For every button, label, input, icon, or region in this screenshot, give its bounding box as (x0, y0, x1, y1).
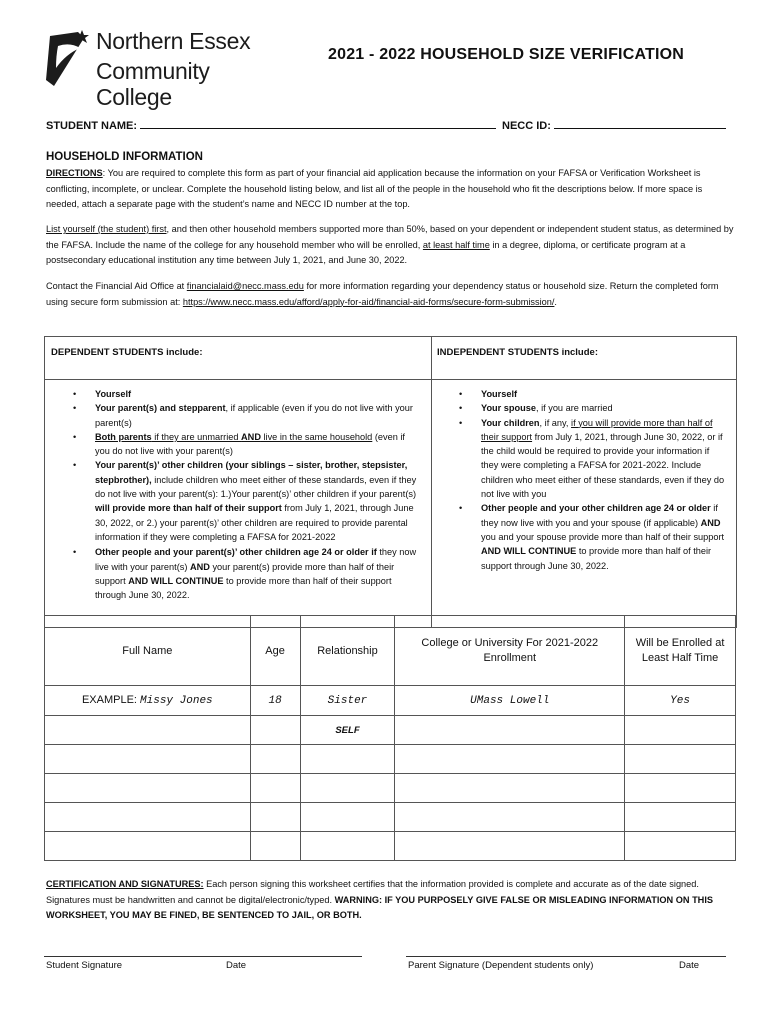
half-time-cell[interactable] (625, 745, 736, 774)
example-name-cell (45, 686, 251, 716)
age-cell[interactable] (250, 716, 300, 745)
list-text-a: , and then other household members supported more than 50%, based on your dependent or independent student status, as determined by the FAFSA. Include the name of the college for any household member who will be enrolled, (46, 224, 734, 250)
half-time-cell[interactable] (625, 716, 736, 745)
student-name-field[interactable] (140, 117, 496, 129)
age-cell[interactable] (250, 745, 300, 774)
age-cell[interactable] (250, 803, 300, 832)
table-header-row (45, 616, 736, 686)
example-relationship-cell: Sister (300, 686, 395, 716)
student-signature-line[interactable] (44, 956, 362, 957)
name-cell[interactable] (45, 774, 251, 803)
submission-url-link[interactable]: https://www.necc.mass.edu/afford/apply-for-aid/financial-aid-forms/secure-form-submission/ (182, 296, 555, 307)
college-name-line1: Northern Essex (96, 28, 251, 54)
example-age-cell: 18 (250, 686, 300, 716)
example-college-cell: UMass Lowell (395, 686, 625, 716)
name-cell[interactable] (45, 803, 251, 832)
contact-text-b: for more information regarding your dependency status or household size. Return the completed form using secure form submission at: (46, 281, 719, 307)
col-header-college: College or University For 2021-2022 Enrollment (395, 616, 625, 686)
contact-text-a: Contact the Financial Aid Office at (46, 281, 187, 291)
form-title: 2021 - 2022 HOUSEHOLD SIZE VERIFICATION (328, 46, 685, 63)
half-time-cell[interactable] (625, 832, 736, 861)
half-time-cell[interactable] (625, 803, 736, 832)
age-cell[interactable] (250, 832, 300, 861)
name-cell[interactable] (45, 745, 251, 774)
parent-date-label: Date (679, 960, 700, 971)
warning-text: WARNING: IF YOU PURPOSELY GIVE FALSE OR MISLEADING INFORMATION ON THIS WORKSHEET, YOU MAY BE FINED, BE SENTENCED TO JAIL, OR BOTH. (46, 894, 713, 920)
col-header-age: Age (250, 616, 300, 686)
college-cell[interactable] (395, 716, 625, 745)
necc-id-field[interactable] (554, 117, 726, 129)
relationship-cell[interactable] (300, 803, 395, 832)
directions-label: DIRECTIONS (46, 168, 103, 178)
list-item: • Yourself (73, 387, 418, 401)
college-cell[interactable] (395, 803, 625, 832)
table-row (45, 745, 736, 774)
college-cell[interactable] (395, 774, 625, 803)
half-time-text: at least half time (422, 239, 490, 250)
college-name-line2: Community College (96, 58, 210, 110)
student-signature-label: Student Signature (46, 960, 123, 971)
certification-paragraph (46, 877, 736, 924)
relationship-cell[interactable] (300, 745, 395, 774)
table-row (45, 716, 736, 745)
college-logo (44, 26, 264, 110)
dependent-heading: DEPENDENT STUDENTS include: (51, 347, 203, 358)
independent-heading: INDEPENDENT STUDENTS include: (437, 347, 598, 358)
contact-text-c: . (554, 296, 557, 307)
list-paragraph (46, 222, 736, 269)
table-row (45, 774, 736, 803)
col-header-full-name: Full Name (45, 616, 251, 686)
necc-id-row (502, 117, 726, 132)
example-half-time-cell: Yes (625, 686, 736, 716)
list-item: • Both parents if they are unmarried AND live in the same household (even if you do not live with your parent(s) (73, 430, 418, 459)
list-item: • Other people and your parent(s)’ other children age 24 or older if they now live with your parent(s) AND your parent(s) provide more than half of their support AND WILL CONTINUE to provide more than half of their support through June 30, 2022. (73, 545, 418, 602)
directions-paragraph (46, 166, 736, 213)
example-label: EXAMPLE: (81, 694, 137, 706)
age-cell[interactable] (250, 774, 300, 803)
certification-label: CERTIFICATION AND SIGNATURES: (46, 879, 204, 889)
household-heading: HOUSEHOLD INFORMATION (46, 151, 203, 163)
comet-logo-icon (44, 28, 96, 90)
parent-signature-line[interactable] (406, 956, 726, 957)
dependency-table (44, 336, 737, 628)
list-text-b: in a degree, diploma, or certificate program at a postsecondary educational institution any time between July 1, 2021, and June 30, 2022. (46, 239, 686, 265)
example-name: Missy Jones (140, 695, 213, 707)
relationship-cell[interactable] (300, 774, 395, 803)
relationship-cell[interactable] (300, 832, 395, 861)
student-date-label: Date (226, 960, 247, 971)
necc-id-label: NECC ID: (502, 120, 551, 132)
list-item: • Your parent(s)’ other children (your siblings – sister, brother, stepsister, stepbrother), include children who meet either of these standards, even if they do not live with your parent(s): 1.)Your parent(s)’ other children if your parent(s) will provide more than half of their support from July 1, 2021, through June 30, 2022, or 2.) your parent(s)’ other children are required to provide parental information if they were completing a FAFSA for 2021-2022 (73, 458, 418, 544)
col-header-half-time: Will be Enrolled at Least Half Time (625, 616, 736, 686)
college-cell[interactable] (395, 832, 625, 861)
list-item: • Your spouse, if you are married (459, 401, 729, 415)
relationship-cell (300, 716, 395, 745)
student-name-row (46, 117, 496, 132)
table-row (45, 832, 736, 861)
list-item: • Your parent(s) and stepparent, if applicable (even if you do not live with your parent(s) (73, 401, 418, 430)
certification-text: Each person signing this worksheet certifies that the information provided is complete and accurate as of the date signed. Signatures must be handwritten and cannot be digital/electronic/typed. (46, 879, 699, 905)
list-item: • Other people and your other children age 24 or older if they now live with you and your spouse (if applicable) AND you and your spouse provide more than half of their support AND WILL CONTINUE to provide more than half of their support through June 30, 2022. (459, 501, 729, 572)
parent-signature-label: Parent Signature (Dependent students only) (408, 960, 594, 971)
student-name-label: STUDENT NAME: (46, 120, 138, 132)
independent-list (459, 387, 729, 573)
name-cell[interactable] (45, 832, 251, 861)
table-row (45, 686, 736, 716)
list-yourself-text: List yourself (the student) first (46, 224, 167, 234)
household-members-table (44, 615, 736, 861)
list-item: • Your children, if any, if you will provide more than half of their support from July 1, 2021, through June 30, 2022, or if the child would be required to provide your information if they were completing a FAFSA for 2021-2022. Include children who meet either of these standards, even if they do not live with you (459, 416, 729, 502)
college-cell[interactable] (395, 745, 625, 774)
self-label: SELF (335, 724, 360, 736)
email-link[interactable]: financialaid@necc.mass.edu (186, 281, 304, 291)
directions-text: : You are required to complete this form as part of your financial aid application because the information on your FAFSA or Verification Worksheet is conflicting, incomplete, or unclear. Complete the household listing below, and list all of the people in the household who fit the descriptions below. If more space is needed, attach a separate page with the student’s name and NECC ID number at the top. (46, 168, 703, 209)
col-header-relationship: Relationship (300, 616, 395, 686)
table-row (45, 803, 736, 832)
half-time-cell[interactable] (625, 774, 736, 803)
contact-paragraph (46, 279, 736, 310)
name-cell[interactable] (45, 716, 251, 745)
list-item: • Yourself (459, 387, 729, 401)
dependent-list (73, 387, 418, 602)
